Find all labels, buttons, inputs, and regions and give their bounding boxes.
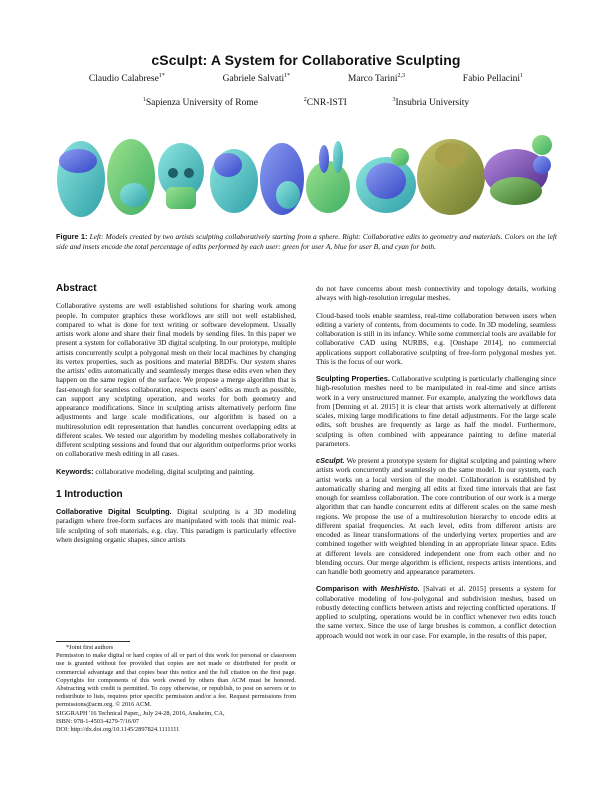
- skull-model: [158, 143, 204, 209]
- doi-line: DOI: http://dx.doi.org/10.1145/2897824.1111111: [56, 726, 180, 734]
- permission-notice: Permission to make digital or hard copies of all or part of this work for personal or classroom use is granted without fee provided that copies are not made or distributed for profit or commercial advantage and that copies bear this notice and the full citation on the first page. Copyrights for components of this work owned by others than ACM must be honored. Abstracting with credit is permitted. To copy otherwise, or republish, to post on servers or to redistribute to lists, requires prior specific permission and/or a fee. Request permissions from permissions@acm.org. © 2016 ACM.: [56, 652, 296, 709]
- affiliation: $^2$CNR-ISTI: [303, 96, 347, 108]
- affiliation: $^1$Sapienza University of Rome: [142, 96, 258, 108]
- figure-label: Figure 1:: [56, 232, 88, 241]
- author: Fabio Pellacini$^1$: [462, 72, 524, 84]
- turtle-model-painted: [417, 139, 485, 215]
- creature-model-1: [210, 149, 258, 213]
- author: Gabriele Salvati$^{1*}$: [222, 72, 291, 84]
- paragraph: Cloud-based tools enable seamless, real-time collaboration between users when editing a variety of contents, from documents to code. In 3D modeling, seamless collaboration is still in its infancy. While some commercial tools are available for collaborative CAD using NURBS, e.g. [Onshape 2014], no commercial applications support collaborative sculpting of free-form polygonal meshes yet. This is the focus of our work.: [316, 310, 556, 366]
- paragraph-meshhisto: Comparison with MeshHisto. [Salvati et al. 2015] presents a system for collaborative modeling of low-polygonal and subdivision meshes, based on robustly detecting conflicts between artists and rejecting conflicted operations. If applied to sculpting, operations would be in conflict whenever two edits touch the same vertex. Since the use of large brushes is common, a conflict detection approach would not work in our case. For example, in the results of this paper,: [316, 584, 556, 640]
- right-column: [316, 284, 556, 648]
- paragraph-csculpt: cSculpt. We present a prototype system for digital sculpting and painting where artists work concurrently and seamlessly on the same model. In our system, each artist works on a local version of the model. Collaboration is established by automatically sharing and merging all edits at fixed time intervals that are fast enough for seamless collaboration. The core contribution of our work is a merge algorithm that can handle concurrent edits at different scales on the same mesh regions. We propose the use of a multiresolution hierarchy to encode edits at different spatial frequencies. At each level, edits from different artists are encoded as linear transformations of the underlying vertex properties and are combined together with weighted blending in an appropriate linear space. Edits at different levels are considered independent one from each other and no blending occurs. Our merge algorithm is efficient, respects artists intentions, and can handle both geometry and appearance parameters.: [316, 456, 556, 576]
- head-model-1: [57, 141, 105, 217]
- figure-caption: [56, 232, 557, 251]
- turtle-model-1: [356, 148, 416, 213]
- joint-authors-note: *Joint first authors: [66, 644, 114, 651]
- intro-paragraph: Collaborative Digital Sculpting. Digital sculpting is a 3D modeling paradigm where free-form surfaces are manipulated with tools that mimic real-life sculpting of soft materials, e.g. clay. This paradigm is particularly effective when designing organic shapes, since artists: [56, 507, 297, 544]
- author-list: [60, 74, 552, 84]
- head-model-2: [107, 139, 155, 215]
- paragraph-sculpting-properties: Sculpting Properties. Collaborative sculpting is particularly challenging since high-resolution meshes need to be manipulated in real-time and since artists work in a very unstructured manner. For example, analyzing the workflows data from [Denning et al. 2015] it is clear that artists work alternatively at different scales, mixing large modifications to fine detail adjustments. For the large scale edits, soft brushes are frequently as large as half the model. Furthermore, sculpting is often combined with appearance painting to define material parameters.: [316, 374, 556, 448]
- paper-title: cSculpt: A System for Collaborative Sculpting: [151, 52, 461, 68]
- venue-line: SIGGRAPH '16 Technical Paper,, July 24-28, 2016, Anaheim, CA,: [56, 709, 225, 717]
- bunny-model: [306, 141, 350, 213]
- footnote-rule: [56, 641, 130, 642]
- figure-caption-text: Left: Models created by two artists sculpting collaboratively starting from a sphere. Right: Collaborative edits to geometry and materials. Colors on the left side and insets encode the total percentage of edits performed by each user: green for user A, blue for user B, and cyan for both.: [56, 232, 557, 251]
- affiliation: $^3$Insubria University: [392, 96, 470, 108]
- left-column: [56, 284, 296, 552]
- turtle-model-shell: [484, 135, 552, 205]
- footnote-block: [56, 641, 296, 734]
- abstract-heading: Abstract: [56, 283, 97, 294]
- isbn-line: ISBN: 978-1-4503-4279-7/16/07: [56, 717, 140, 725]
- section-heading-introduction: 1 Introduction: [56, 488, 123, 500]
- paragraph: do not have concerns about mesh connectivity and topology details, working always with high-resolution irregular meshes.: [316, 284, 556, 303]
- author: Marco Tarini$^{2,3}$: [347, 72, 405, 84]
- affiliation-list: [120, 98, 492, 108]
- author: Claudio Calabrese$^{1*}$: [88, 72, 165, 84]
- teaser-figure: [56, 129, 556, 222]
- creature-model-2: [260, 143, 304, 215]
- abstract-text: Collaborative systems are well established solutions for sharing work among people. In computer graphics these workflows are still not well established, compared to what is done for text writing or software development. Usually artists work alone and share their final models by sending files. In this paper we present a system for collaborative 3D digital sculpting. In our prototype, multiple artists concurrently sculpt a polygonal mesh on their local machines by changing its vertex properties, such as positions and material BRDFs. Our system shares the artists' edits automatically and seamlessly merges these edits even when they happen on the same region of the surface. We propose a merge algorithm that is fast-enough for seamless collaboration, respects users' edits as much as possible, can support any sculpting operation, and works for both geometry and appearance modifications. Since in sculpting artists alternatively perform fine adjustments and large scale modifications, our algorithm is based on a multiresolution edit representation that handles concurrent overlapping edits at different scales. We tested our algorithm by modeling meshes collaboratively in different sculpting sessions and found that our algorithm outperforms prior works on collaborative mesh editing in all cases.: [56, 301, 296, 459]
- keywords: Keywords: collaborative modeling, digital sculpting and painting.: [56, 466, 255, 476]
